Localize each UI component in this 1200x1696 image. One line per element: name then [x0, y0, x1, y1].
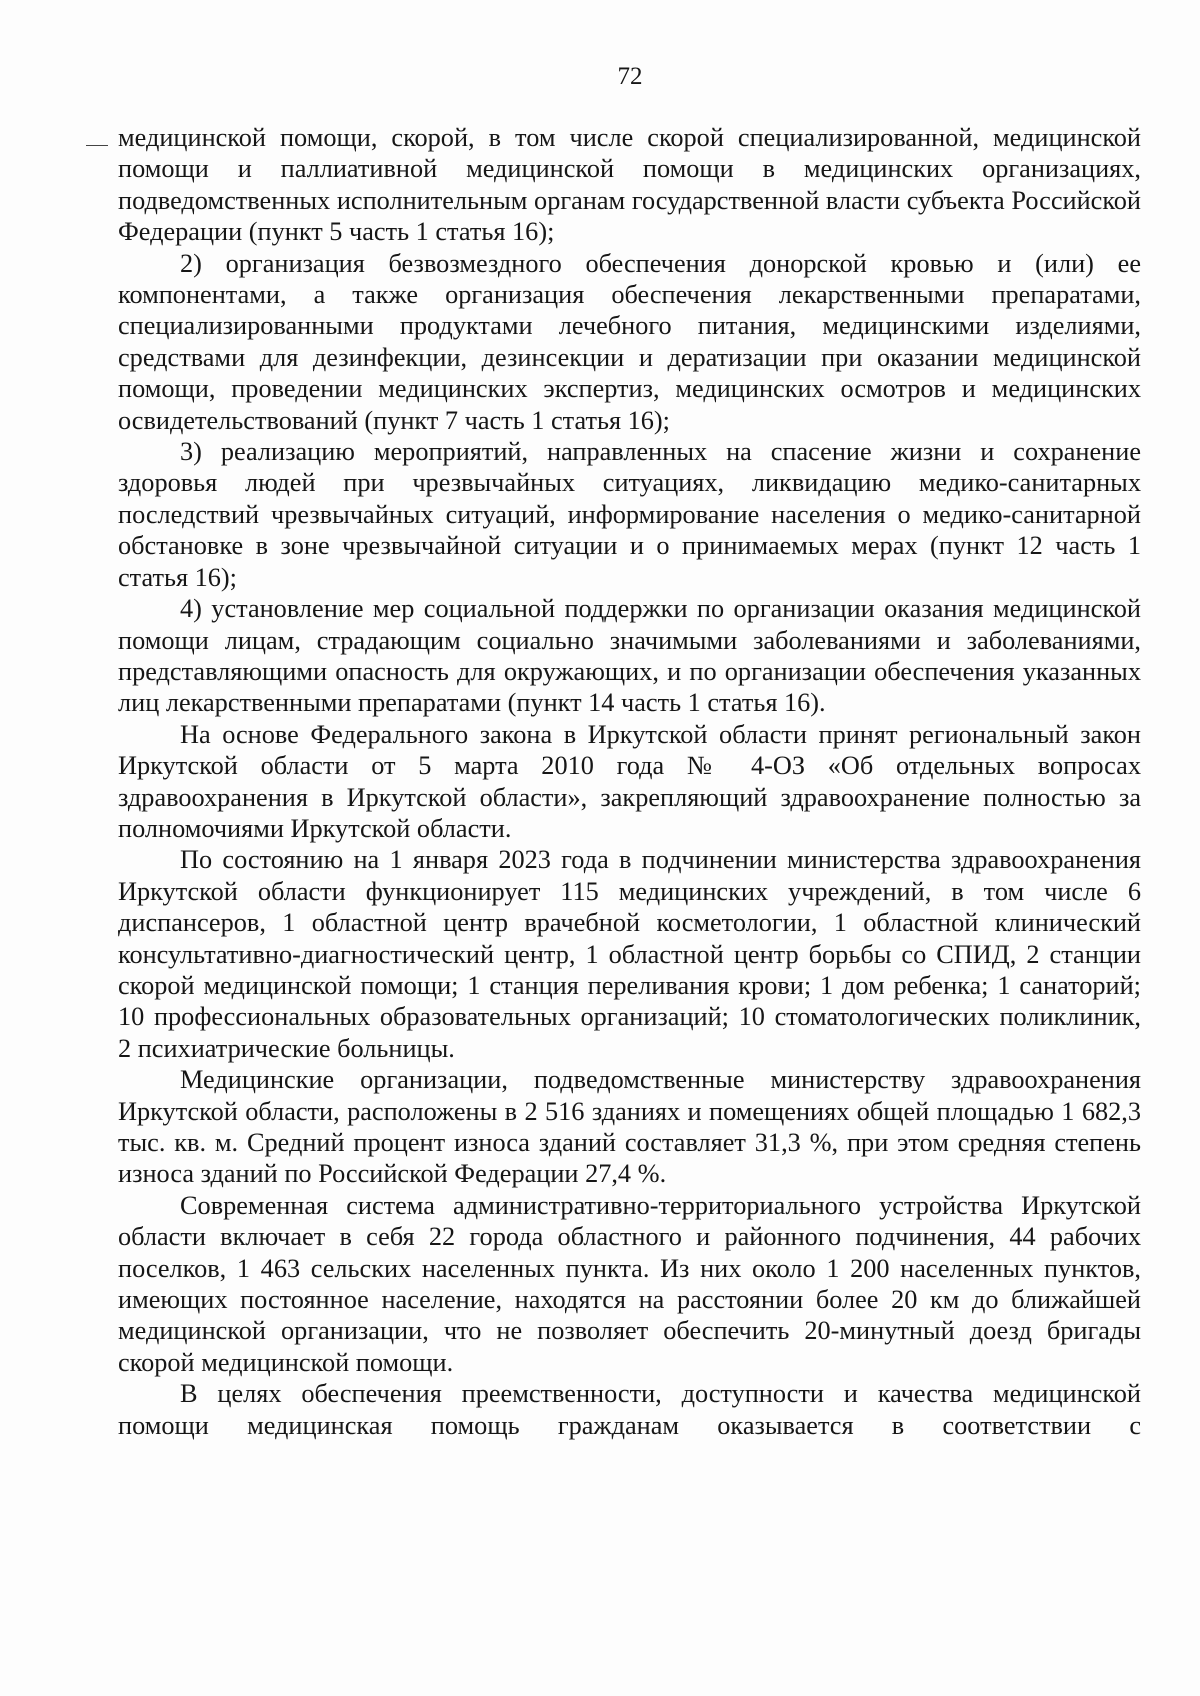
paragraph-continuity: В целях обеспечения преемственности, доступности и качества медицинской помощи медицинская помощь гражданам оказывается в соответствии с [118, 1379, 1141, 1440]
paragraph-buildings: Медицинские организации, подведомственные министерству здравоохранения Иркутской области, расположены в 2 516 зданиях и помещениях общей площадью 1 682,3 тыс. кв. м. Средний процент износа зданий составляет 31,3 %, при этом средняя степень износа зданий по Российской Федерации 27,4 %. [118, 1065, 1141, 1189]
list-item-3: 3) реализацию мероприятий, направленных на спасение жизни и сохранение здоровья людей при чрезвычайных ситуациях, ликвидацию медико-санитарных последствий чрезвычайных ситуаций, информирование населения о медико-санитарной обстановке в зоне чрезвычайной ситуации и о принимаемых мерах (пункт 12 часть 1 статья 16); [118, 437, 1141, 592]
document-body [118, 122, 1141, 1441]
list-item-4: 4) установление мер социальной поддержки по организации оказания медицинской помощи лицам, страдающим социально значимыми заболеваниями и заболеваниями, представляющими опасность для окружающих, и по организации обеспечения указанных лиц лекарственными препаратами (пункт 14 часть 1 статья 16). [118, 594, 1141, 718]
paragraph-continuation: медицинской помощи, скорой, в том числе скорой специализированной, медицинской помощи и паллиативной медицинской помощи в медицинских организациях, подведомственных исполнительным органам государственной власти субъекта Российской Федерации (пункт 5 часть 1 статья 16); [118, 123, 1141, 247]
page-number: 72 [617, 63, 643, 90]
paragraph-territorial-structure: Современная система административно-территориального устройства Иркутской области включает в себя 22 города областного и районного подчинения, 44 рабочих поселков, 1 463 сельских населенных пункта. Из них около 1 200 населенных пунктов, имеющих постоянное население, находятся на расстоянии более 20 км до ближайшей медицинской организации, что не позволяет обеспечить 20-минутный доезд бригады скорой медицинской помощи. [118, 1190, 1141, 1377]
list-item-2: 2) организация безвозмездного обеспечения донорской кровью и (или) ее компонентами, а также организация обеспечения лекарственными препаратами, специализированными продуктами лечебного питания, медицинскими изделиями, средствами для дезинфекции, дезинсекции и дератизации при оказании медицинской помощи, проведении медицинских экспертиз, медицинских осмотров и медицинских освидетельствований (пункт 7 часть 1 статья 16); [118, 248, 1141, 435]
paragraph-institutions: По состоянию на 1 января 2023 года в подчинении министерства здравоохранения Иркутской области функционирует 115 медицинских учреждений, в том числе 6 диспансеров, 1 областной центр врачебной косметологии, 1 областной клинический консультативно-диагностический центр, 1 областной центр борьбы со СПИД, 2 станции скорой медицинской помощи; 1 станция переливания крови; 1 дом ребенка; 1 санаторий; 10 профессиональных образовательных организаций; 10 стоматологических поликлиник, 2 психиатрические больницы. [118, 845, 1141, 1063]
margin-mark [86, 145, 108, 146]
paragraph-regional-law: На основе Федерального закона в Иркутской области принят региональный закон Иркутской области от 5 марта 2010 года № 4-ОЗ «Об отдельных вопросах здравоохранения в Иркутской области», закрепляющий здравоохранение полностью за полномочиями Иркутской области. [118, 719, 1141, 843]
